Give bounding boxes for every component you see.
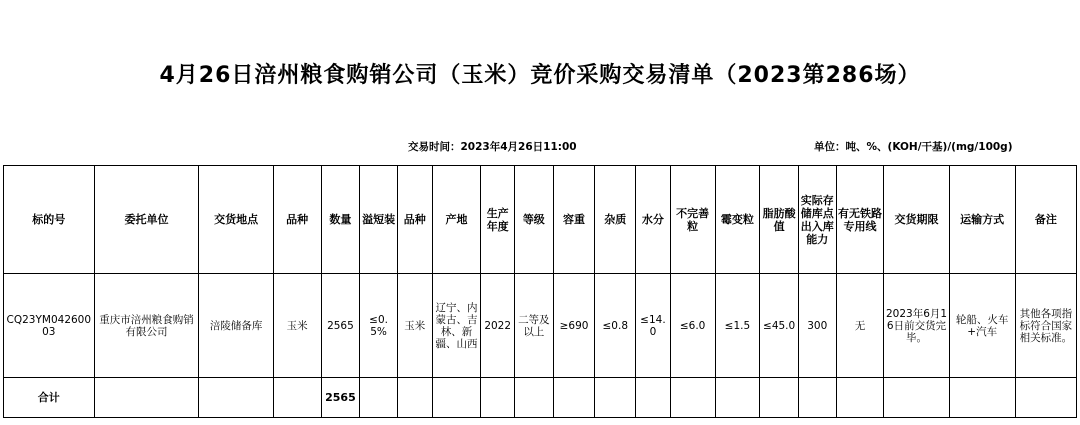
unit-note: 单位：吨、%、(KOH/干基)/(mg/100g) [814, 141, 1013, 153]
table-header-row [4, 166, 1077, 274]
col-header: 品种 [273, 166, 321, 274]
trade-time: 交易时间：2023年4月26日11:00 [408, 141, 577, 153]
tolerance: ≤0.5% [360, 274, 398, 378]
col-header: 等级 [514, 166, 553, 274]
col-header: 脂肪酸值 [760, 166, 799, 274]
empty-cell [199, 378, 273, 418]
col-header: 标的号 [4, 166, 95, 274]
col-header: 溢短装 [360, 166, 398, 274]
table-row [4, 274, 1077, 378]
moisture: ≤14.0 [636, 274, 671, 378]
production-year: 2022 [481, 274, 515, 378]
fatty-acid: ≤45.0 [760, 274, 799, 378]
empty-cell [1015, 378, 1076, 418]
empty-cell [273, 378, 321, 418]
col-header: 备注 [1015, 166, 1076, 274]
transport: 轮船、火车+汽车 [949, 274, 1015, 378]
empty-cell [670, 378, 715, 418]
col-header: 品种 [397, 166, 432, 274]
col-header: 杂质 [595, 166, 636, 274]
empty-cell [715, 378, 760, 418]
delivery-deadline: 2023年6月16日前交货完毕。 [884, 274, 949, 378]
delivery-place: 涪陵储备库 [199, 274, 273, 378]
variety: 玉米 [273, 274, 321, 378]
empty-cell [798, 378, 836, 418]
empty-cell [481, 378, 515, 418]
grade: 二等及以上 [514, 274, 553, 378]
total-label: 合计 [4, 378, 95, 418]
bid-list-table [3, 165, 1077, 418]
col-header: 容重 [553, 166, 595, 274]
col-header: 霉变粒 [715, 166, 760, 274]
total-quantity: 2565 [321, 378, 360, 418]
origin: 辽宁、内蒙古、吉林、新疆、山西 [432, 274, 481, 378]
empty-cell [595, 378, 636, 418]
empty-cell [636, 378, 671, 418]
variety-2: 玉米 [397, 274, 432, 378]
col-header: 委托单位 [94, 166, 199, 274]
col-header: 实际存储库点出入库能力 [798, 166, 836, 274]
lot-number: CQ23YM04260003 [4, 274, 95, 378]
col-header: 数量 [321, 166, 360, 274]
col-header: 交货期限 [884, 166, 949, 274]
col-header: 交货地点 [199, 166, 273, 274]
empty-cell [397, 378, 432, 418]
remarks: 其他各项指标符合国家相关标准。 [1015, 274, 1076, 378]
capacity: 300 [798, 274, 836, 378]
empty-cell [884, 378, 949, 418]
empty-cell [760, 378, 799, 418]
moldy-grain: ≤1.5 [715, 274, 760, 378]
empty-cell [836, 378, 884, 418]
imperfect-grain: ≤6.0 [670, 274, 715, 378]
empty-cell [553, 378, 595, 418]
col-header: 有无铁路专用线 [836, 166, 884, 274]
total-row [4, 378, 1077, 418]
bulk-density: ≥690 [553, 274, 595, 378]
col-header: 不完善粒 [670, 166, 715, 274]
col-header: 运输方式 [949, 166, 1015, 274]
col-header: 生产年度 [481, 166, 515, 274]
impurity: ≤0.8 [595, 274, 636, 378]
railway: 无 [836, 274, 884, 378]
empty-cell [360, 378, 398, 418]
empty-cell [949, 378, 1015, 418]
empty-cell [94, 378, 199, 418]
page-title: 4月26日涪州粮食购销公司（玉米）竞价采购交易清单（2023第286场） [159, 63, 921, 88]
quantity: 2565 [321, 274, 360, 378]
col-header: 产地 [432, 166, 481, 274]
consignor: 重庆市涪州粮食购销有限公司 [94, 274, 199, 378]
col-header: 水分 [636, 166, 671, 274]
empty-cell [514, 378, 553, 418]
empty-cell [432, 378, 481, 418]
